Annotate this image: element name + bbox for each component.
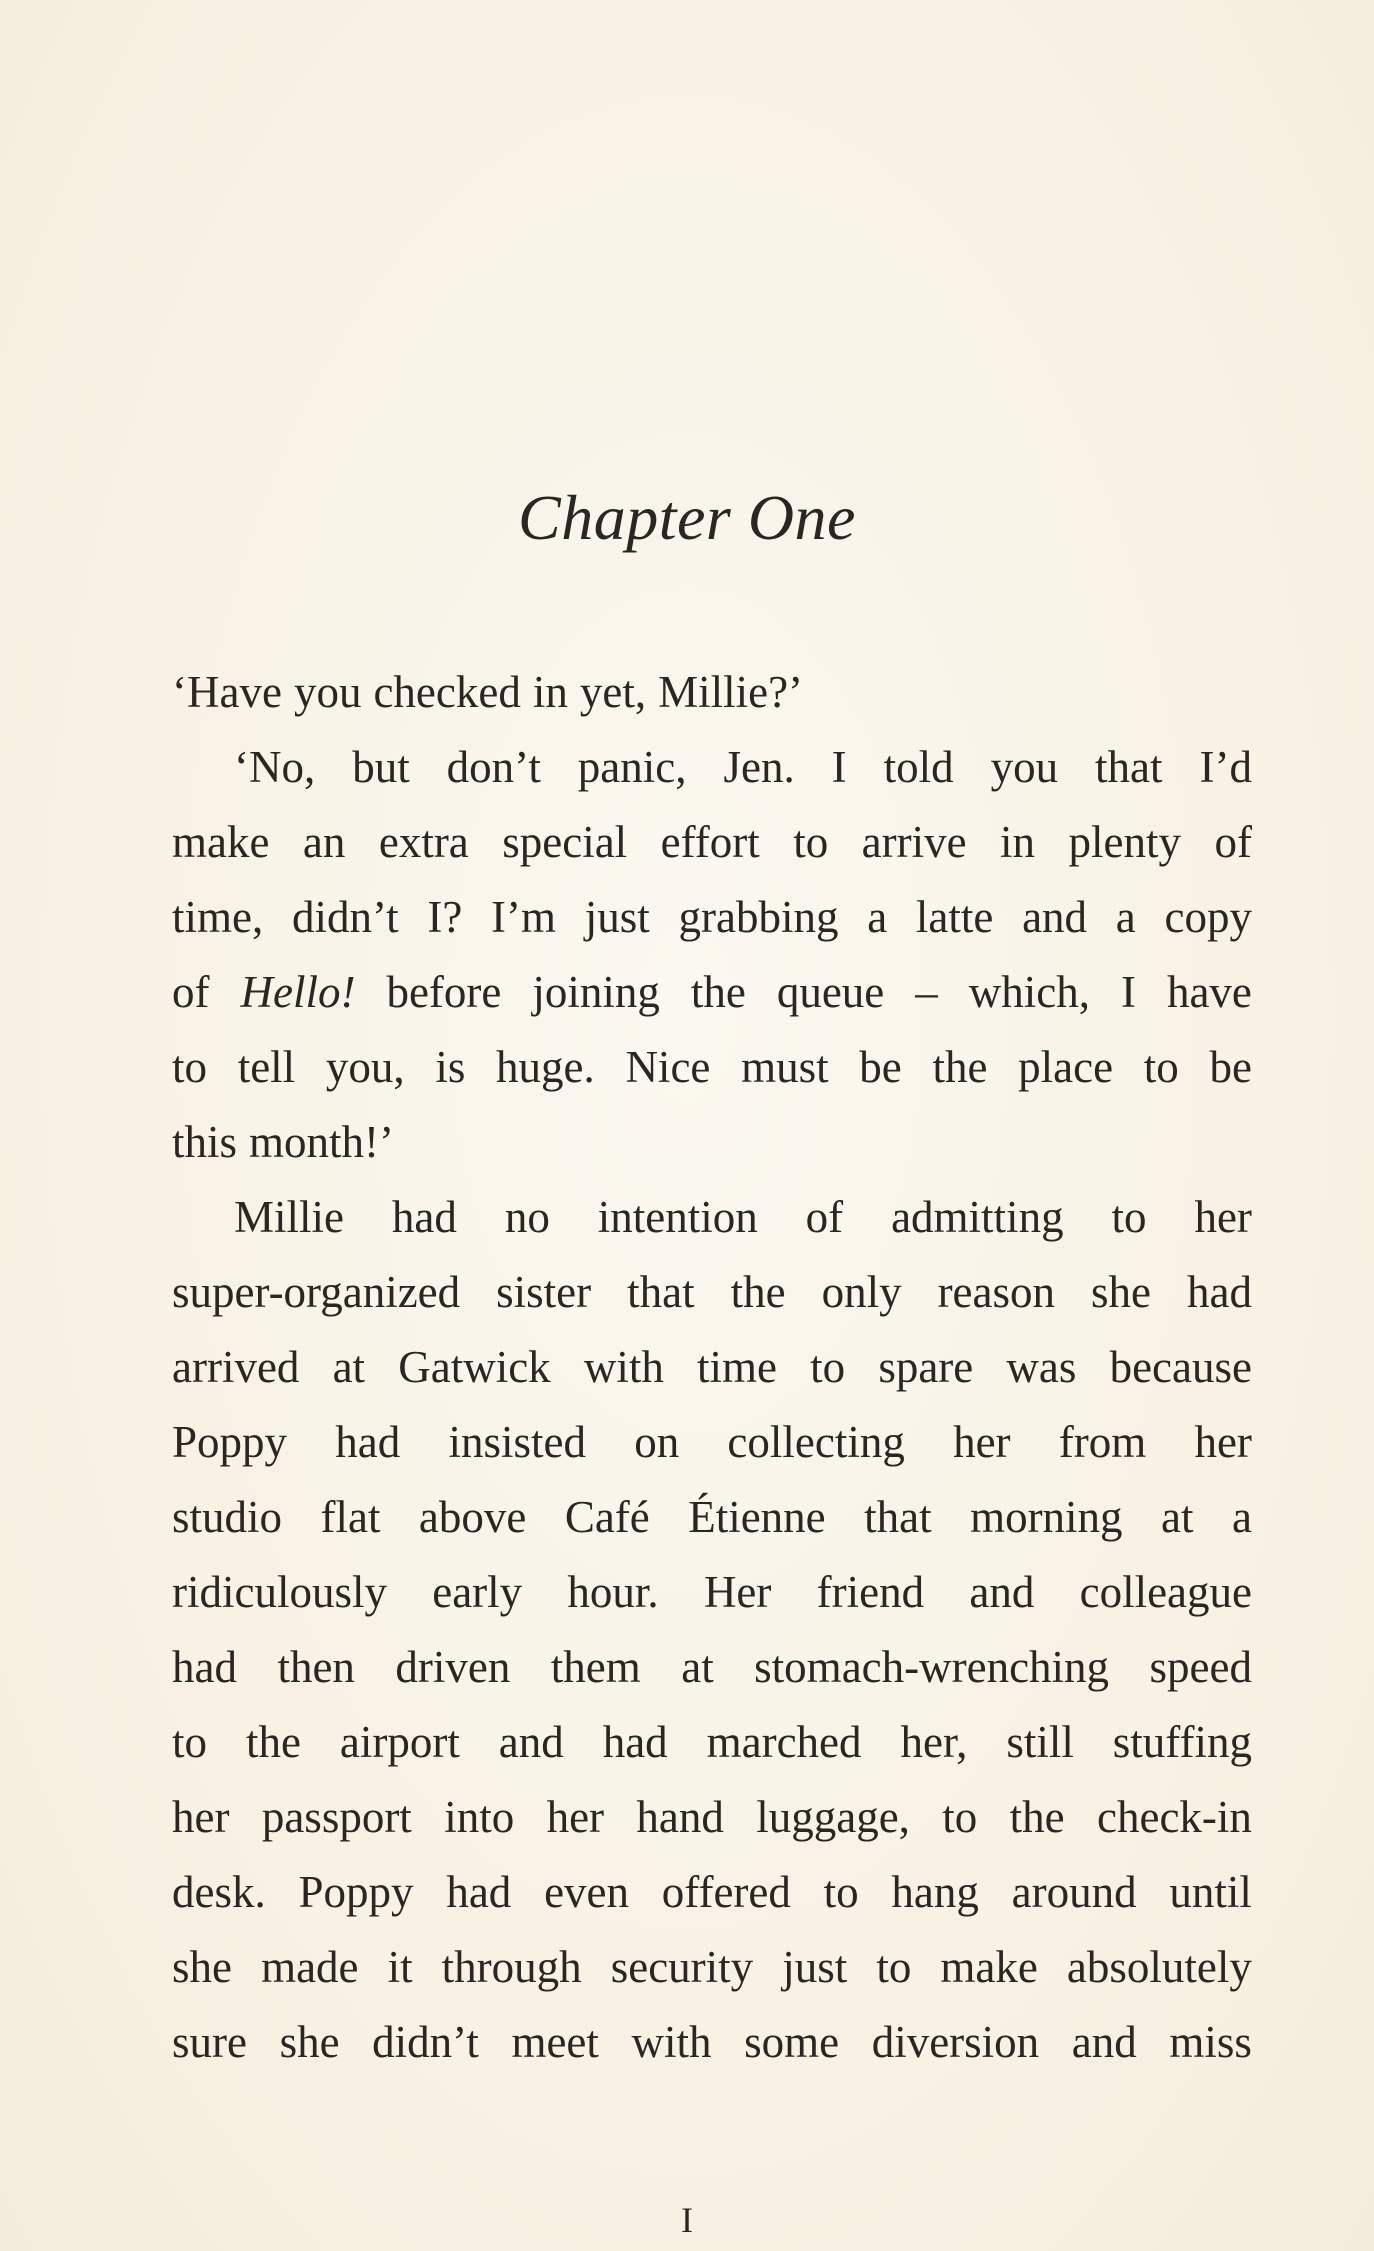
body-text bbox=[172, 655, 1252, 2080]
page-number: I bbox=[681, 2200, 693, 2240]
text-line: of Hello! before joining the queue – which, I have bbox=[172, 967, 1252, 1017]
text-line: she made it through security just to make absolutely bbox=[172, 1942, 1252, 1992]
text-line: this month!’ bbox=[172, 1117, 395, 1167]
chapter-title: Chapter One bbox=[518, 482, 856, 553]
text-line: to the airport and had marched her, still stuffing bbox=[172, 1717, 1252, 1767]
text-line: sure she didn’t meet with some diversion and miss bbox=[172, 2017, 1252, 2067]
text-line: her passport into her hand luggage, to the check-in bbox=[172, 1792, 1252, 1842]
text-line: studio flat above Café Étienne that morning at a bbox=[172, 1492, 1252, 1542]
text-line: to tell you, is huge. Nice must be the place to be bbox=[172, 1042, 1252, 1092]
text-line: Millie had no intention of admitting to her bbox=[234, 1192, 1252, 1242]
text-line: ‘Have you checked in yet, Millie?’ bbox=[172, 667, 804, 717]
text-line: make an extra special effort to arrive in plenty of bbox=[172, 817, 1252, 867]
text-line: super-organized sister that the only reason she had bbox=[172, 1267, 1252, 1317]
text-line: desk. Poppy had even offered to hang around until bbox=[172, 1867, 1252, 1917]
text-line: time, didn’t I? I’m just grabbing a latte and a copy bbox=[172, 892, 1252, 942]
text-line: arrived at Gatwick with time to spare was because bbox=[172, 1342, 1252, 1392]
text-line: Poppy had insisted on collecting her from her bbox=[172, 1417, 1252, 1467]
text-line: ridiculously early hour. Her friend and colleague bbox=[172, 1567, 1252, 1617]
text-line: ‘No, but don’t panic, Jen. I told you that I’d bbox=[234, 742, 1252, 792]
text-line: had then driven them at stomach-wrenching speed bbox=[172, 1642, 1252, 1692]
